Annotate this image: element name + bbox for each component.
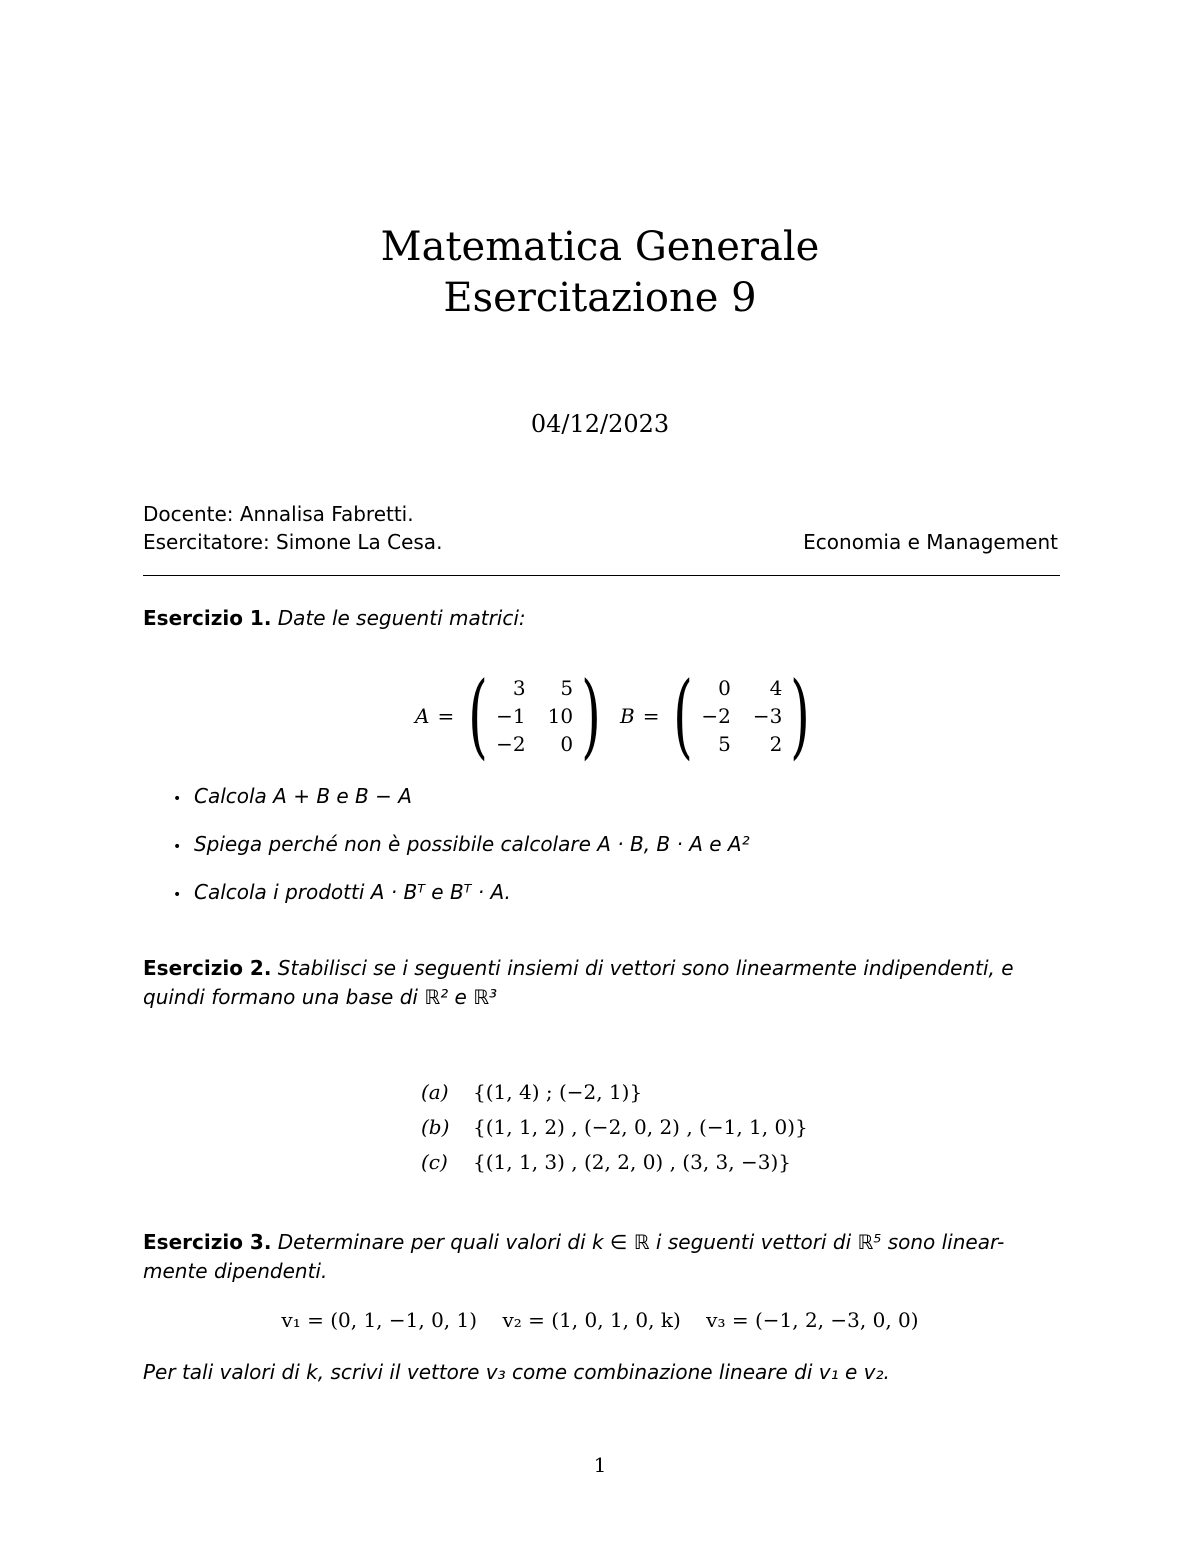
esercitatore-line: Esercitatore: Simone La Cesa. (143, 530, 443, 554)
matrix-cell: −1 (496, 704, 526, 728)
matrix-cell: 0 (718, 676, 731, 700)
item-tag: (b) (421, 1115, 450, 1139)
right-paren: ) (790, 662, 811, 769)
exercise-1-intro: Date le seguenti matrici: (277, 606, 526, 630)
exercise-3-closing: Per tali valori di k, scrivi il vettore v₃ come combinazione lineare di v₁ e v₂. (143, 1360, 890, 1384)
document-title-line1: Matematica Generale (380, 224, 820, 270)
exercise-3-label: Esercizio 3. (143, 1230, 272, 1254)
document-date: 04/12/2023 (530, 410, 670, 438)
exercise-3-text-line1: Determinare per quali valori di k ∈ ℝ i seguenti vettori di ℝ⁵ sono linear- (277, 1230, 1005, 1254)
matrix-b-name: B (620, 704, 635, 728)
exercise-1-bullet-2 (173, 832, 750, 856)
exercise-2-item-b (421, 1115, 808, 1139)
exercise-1-heading (143, 606, 526, 630)
matrix-cell: 0 (560, 732, 574, 756)
exercise-2-heading (143, 956, 1063, 980)
bullet-icon: • (173, 887, 182, 903)
bullet-text: Calcola i prodotti A · Bᵀ e Bᵀ · A. (193, 880, 511, 904)
right-paren: ) (581, 662, 601, 769)
matrix-cell: −2 (701, 704, 731, 728)
item-tag: (a) (421, 1080, 449, 1104)
matrix-cell: 4 (769, 676, 783, 700)
item-tag: (c) (421, 1150, 448, 1174)
header-rule (143, 575, 1060, 576)
exercise-2-text-line1: Stabilisci se i seguenti insiemi di vettori sono linearmente indipendenti, e (277, 956, 1014, 980)
exercise-1-label: Esercizio 1. (143, 606, 272, 630)
item-set: {(1, 4) ; (−2, 1)} (473, 1080, 643, 1104)
matrix-cell: 10 (547, 704, 574, 728)
bullet-icon: • (173, 791, 182, 807)
exercise-1-bullet-3 (173, 880, 511, 904)
exercise-3-vectors: v₁ = (0, 1, −1, 0, 1) v₂ = (1, 0, 1, 0, k) v₃ = (−1, 2, −3, 0, 0) (281, 1308, 919, 1332)
matrix-a (415, 662, 609, 769)
bullet-text: Spiega perché non è possibile calcolare A · B, B · A e A² (193, 832, 750, 856)
docente-line: Docente: Annalisa Fabretti. (143, 502, 414, 526)
bullet-text: Calcola A + B e B − A (193, 784, 412, 808)
matrix-cell: 5 (560, 676, 574, 700)
matrix-cell: 3 (512, 676, 526, 700)
exercise-2-item-a (421, 1080, 642, 1104)
exercise-2-text-line2: quindi formano una base di ℝ² e ℝ³ (143, 985, 498, 1009)
bullet-icon: • (173, 839, 182, 855)
document-title-line2: Esercitazione 9 (443, 275, 757, 321)
matrix-cell: −3 (752, 704, 783, 728)
matrix-a-entries (496, 676, 573, 756)
exercise-1-bullet-1 (173, 784, 412, 808)
matrix-b-entries (701, 676, 782, 756)
exercise-3-text-line2: mente dipendenti. (143, 1259, 328, 1283)
item-set: {(1, 1, 3) , (2, 2, 0) , (3, 3, −3)} (473, 1150, 791, 1174)
exercise-2-label: Esercizio 2. (143, 956, 272, 980)
equals-sign: = (642, 704, 660, 728)
matrix-b (620, 662, 818, 769)
left-paren: ( (468, 662, 489, 769)
exercise-2-item-c (421, 1150, 791, 1174)
matrix-a-name: A (415, 704, 430, 728)
matrix-cell: 2 (769, 732, 783, 756)
equals-sign: = (437, 704, 455, 728)
course-name: Economia e Management (803, 530, 1058, 554)
item-set: {(1, 1, 2) , (−2, 0, 2) , (−1, 1, 0)} (473, 1115, 808, 1139)
exercise-3-heading (143, 1230, 1063, 1254)
matrix-cell: 5 (718, 732, 731, 756)
page-number: 1 (593, 1453, 607, 1477)
matrix-cell: −2 (496, 732, 526, 756)
left-paren: ( (673, 662, 694, 769)
